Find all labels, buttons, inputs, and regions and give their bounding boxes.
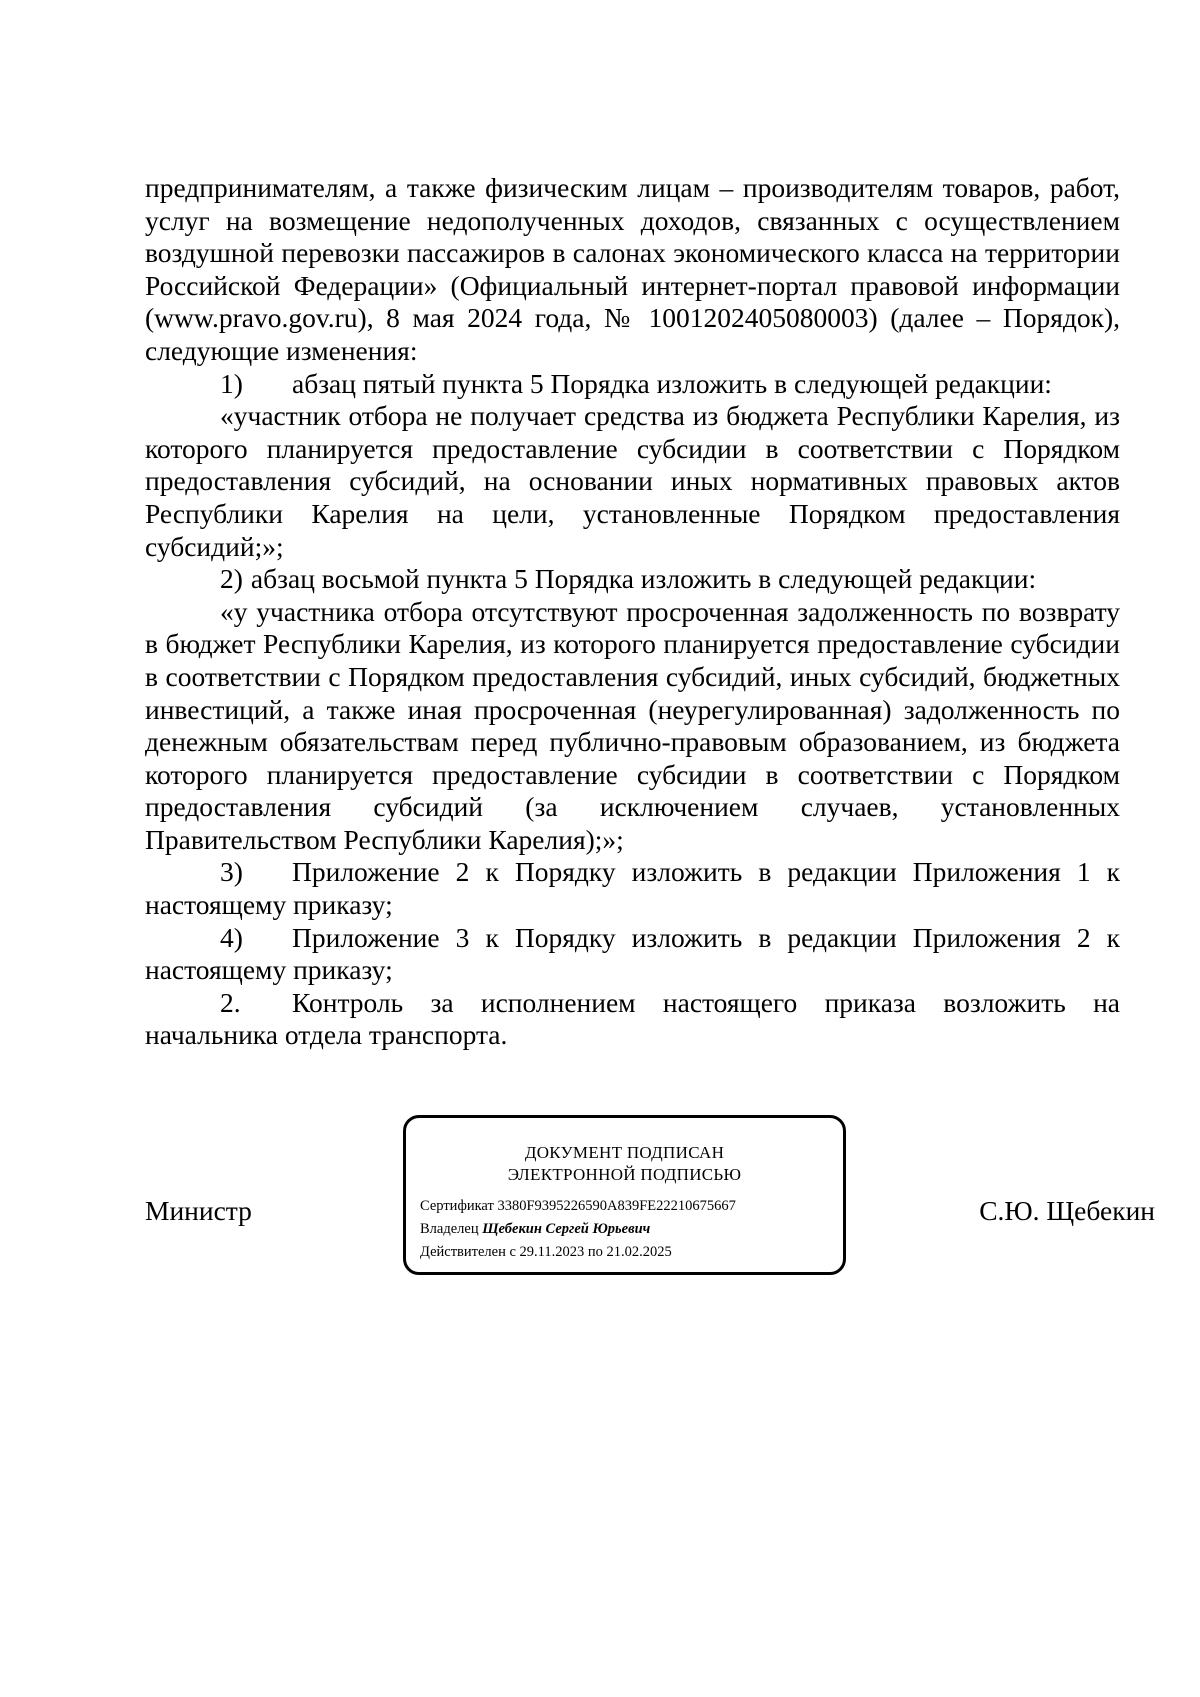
valid-from-prefix: с (509, 1244, 516, 1260)
stamp-title-line-2: ЭЛЕКТРОННОЙ ПОДПИСЬЮ (507, 1165, 742, 1184)
list-item-2 (145, 563, 1120, 596)
list-item-4-text: Приложение 3 к Порядку изложить в редакции Приложения 2 к настоящему приказу; (145, 921, 1120, 986)
list-item-4 (145, 922, 1120, 987)
list-item-1-number: 1) (220, 367, 243, 399)
valid-from: 29.11.2023 (519, 1244, 585, 1260)
signature-block (145, 1115, 1155, 1275)
list-item-4-number: 4) (220, 921, 243, 953)
stamp-certificate (420, 1197, 736, 1215)
stamp-title-line-1: ДОКУМЕНТ ПОДПИСАН (524, 1143, 725, 1162)
valid-label: Действителен (420, 1244, 506, 1260)
stamp-title (406, 1142, 843, 1186)
certificate-label: Сертификат (420, 1198, 494, 1214)
list-item-2-text: абзац восьмой пункта 5 Порядка изложить в следующей редакции: (250, 563, 1037, 595)
owner-value: Щебекин Сергей Юрьевич (482, 1221, 651, 1237)
intro-paragraph: предпринимателям, а также физическим лицам – производителям товаров, работ, услуг на возмещение недополученных доходов, связанных с осуществлением воздушной перевозки пассажиров в салонах экономического класса на территории Российской Федерации» (Официальный интернет-портал правовой информации (www.pravo.gov.ru), 8 мая 2024 года, № 1001202405080003) (далее – Порядок), следующие изменения: (145, 172, 1120, 366)
electronic-signature-stamp (403, 1115, 846, 1275)
document-body (145, 172, 1120, 1052)
list-item-3-number: 3) (220, 856, 243, 888)
owner-label: Владелец (420, 1221, 479, 1237)
valid-to: 21.02.2025 (606, 1244, 672, 1260)
list-item-3-text: Приложение 2 к Порядку изложить в редакции Приложения 1 к настоящему приказу; (145, 856, 1120, 921)
certificate-value: 3380F9395226590A839FE22210675667 (497, 1198, 736, 1214)
list-item-2-number: 2) (220, 563, 243, 595)
list-item-1-text: абзац пятый пункта 5 Порядка изложить в следующей редакции: (292, 367, 1052, 399)
list-item-1 (145, 368, 1120, 401)
valid-to-prefix: по (587, 1244, 603, 1260)
list-item-3 (145, 856, 1120, 921)
list-item-5-text: Контроль за исполнением настоящего приказа возложить на начальника отдела транспорта. (145, 986, 1120, 1051)
stamp-owner (420, 1220, 650, 1238)
quote-paragraph-1: «участник отбора не получает средства из бюджета Республики Карелия, из которого планируется предоставление субсидии в соответствии с Порядком предоставления субсидий, на основании иных нормативных правовых актов Республики Карелия на цели, установленные Порядком предоставления субсидий;»; (145, 400, 1120, 562)
stamp-validity (420, 1243, 672, 1261)
list-item-5 (145, 987, 1120, 1052)
signer-position: Министр (145, 1195, 252, 1226)
signer-name: С.Ю. Щебекин (979, 1195, 1155, 1226)
quote-paragraph-2: «у участника отбора отсутствуют просроченная задолженность по возврату в бюджет Республики Карелия, из которого планируется предоставление субсидии в соответствии с Порядком предоставления субсидий, иных субсидий, бюджетных инвестиций, а также иная просроченная (неурегулированная) задолженность по денежным обязательствам перед публично-правовым образованием, из бюджета которого планируется предоставление субсидии в соответствии с Порядком предоставления субсидий (за исключением случаев, установленных Правительством Республики Карелия);»; (145, 595, 1120, 855)
list-item-5-number: 2. (220, 986, 241, 1018)
